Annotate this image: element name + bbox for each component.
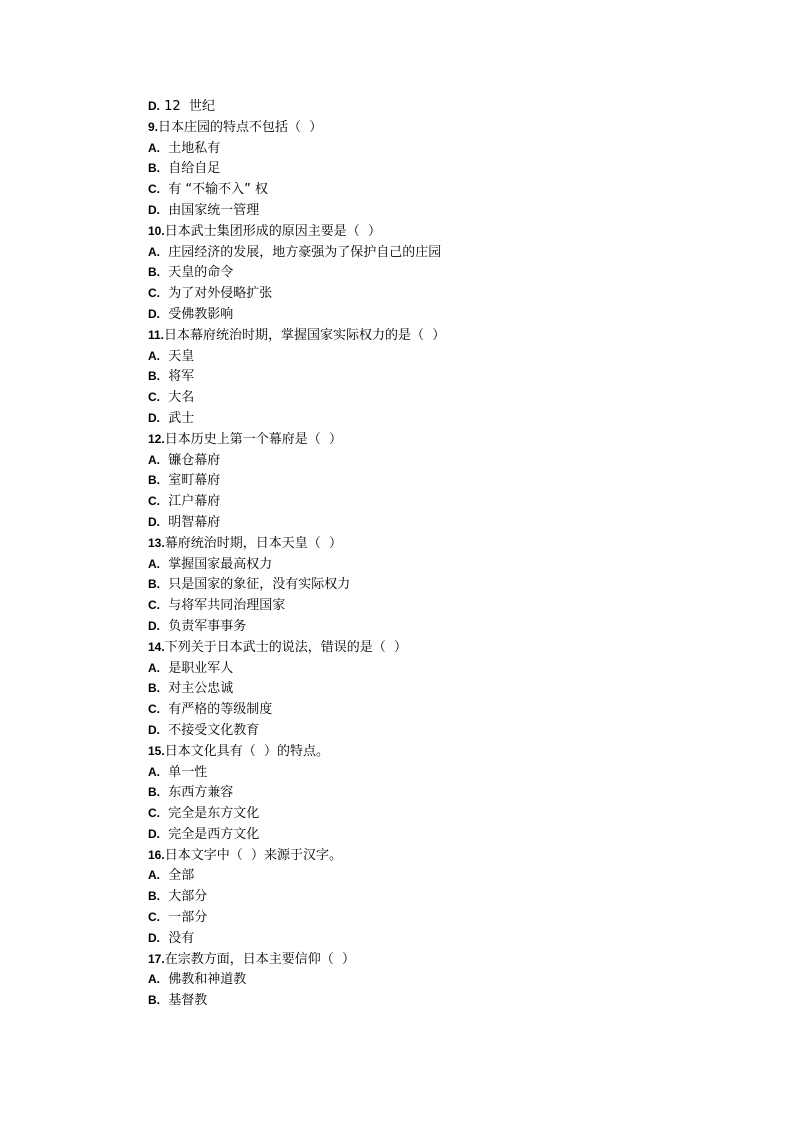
option-letter: C. — [148, 182, 160, 197]
question-number: 14. — [148, 639, 165, 654]
option-text: 庄园经济的发展，地方豪强为了保护自己的庄园 — [160, 244, 442, 260]
question-stem — [148, 949, 708, 970]
option-text: 由国家统一管理 — [160, 202, 260, 218]
question-number: 13. — [148, 535, 165, 550]
answer-option — [148, 990, 708, 1011]
question-text: 日本文化具有（ ）的特点。 — [164, 743, 329, 759]
option-text: 单一性 — [160, 764, 208, 780]
option-letter: A. — [148, 764, 160, 779]
option-text: 武士 — [160, 410, 195, 426]
question-text: 幕府统治时期，日本天皇（ ） — [164, 535, 342, 551]
option-text: 东西方兼容 — [160, 785, 234, 801]
option-text: 与将军共同治理国家 — [160, 598, 286, 614]
question-text: 日本历史上第一个幕府是（ ） — [164, 431, 342, 447]
option-text: 全部 — [160, 868, 195, 884]
option-letter: A. — [148, 660, 160, 675]
option-letter: D. — [148, 99, 160, 113]
option-letter: B. — [148, 681, 160, 696]
option-letter: B. — [148, 369, 160, 384]
question-stem — [148, 325, 708, 346]
answer-option — [148, 782, 708, 803]
option-letter: A. — [148, 244, 160, 259]
answer-option — [148, 138, 708, 159]
option-text: 掌握国家最高权力 — [160, 556, 273, 572]
option-letter: D. — [148, 826, 160, 841]
answer-option — [148, 678, 708, 699]
answer-option — [148, 969, 708, 990]
option-text: 基督教 — [160, 993, 208, 1009]
option-letter: C. — [148, 910, 160, 925]
option-text: 室町幕府 — [160, 473, 221, 489]
option-text: 完全是西方文化 — [160, 826, 260, 842]
answer-option — [148, 304, 708, 325]
option-text: 一部分 — [160, 910, 208, 926]
answer-option — [148, 408, 708, 429]
question-stem — [148, 117, 708, 138]
question-stem — [148, 637, 708, 658]
option-letter: D. — [148, 930, 160, 945]
option-letter: C. — [148, 806, 160, 821]
option-letter: D. — [148, 306, 160, 321]
option-letter: B. — [148, 889, 160, 904]
option-text: 没有 — [160, 930, 195, 946]
option-text: 镰仓幕府 — [160, 452, 221, 468]
question-stem — [148, 429, 708, 450]
option-text: 完全是东方文化 — [160, 806, 260, 822]
question-number: 15. — [148, 743, 165, 758]
answer-option — [148, 907, 708, 928]
answer-option — [148, 346, 708, 367]
option-letter: D. — [148, 514, 160, 529]
option-text: 负责军事事务 — [160, 618, 247, 634]
option-letter: C. — [148, 494, 160, 509]
option-text: 有 “不输不入” 权 — [160, 182, 268, 198]
option-text: 天皇 — [160, 348, 195, 364]
option-text: 大部分 — [160, 889, 208, 905]
option-text: 将军 — [160, 369, 195, 385]
option-text: 自给自足 — [160, 161, 221, 177]
option-text: 有严格的等级制度 — [160, 702, 273, 718]
option-letter: C. — [148, 702, 160, 717]
answer-option — [148, 720, 708, 741]
option-text: 不接受文化教育 — [160, 722, 260, 738]
option-letter: A. — [148, 556, 160, 571]
option-text: 只是国家的象征，没有实际权力 — [160, 577, 351, 593]
option-text: 12 世纪 — [160, 99, 215, 114]
answer-option — [148, 928, 708, 949]
question-stem — [148, 741, 708, 762]
option-text: 受佛教影响 — [160, 306, 234, 322]
answer-option — [148, 96, 708, 117]
answer-option — [148, 200, 708, 221]
answer-option — [148, 470, 708, 491]
option-letter: D. — [148, 722, 160, 737]
answer-option — [148, 283, 708, 304]
question-number: 17. — [148, 951, 165, 966]
question-stem — [148, 221, 708, 242]
option-letter: A. — [148, 348, 160, 363]
option-letter: B. — [148, 265, 160, 280]
answer-option — [148, 699, 708, 720]
answer-option — [148, 865, 708, 886]
option-letter: D. — [148, 410, 160, 425]
answer-option — [148, 262, 708, 283]
answer-option — [148, 242, 708, 263]
question-list — [148, 96, 708, 1011]
answer-option — [148, 762, 708, 783]
option-text: 佛教和神道教 — [160, 972, 247, 988]
option-letter: B. — [148, 473, 160, 488]
answer-option — [148, 158, 708, 179]
question-text: 日本武士集团形成的原因主要是（ ） — [164, 223, 381, 239]
answer-option — [148, 450, 708, 471]
answer-option — [148, 512, 708, 533]
answer-option — [148, 491, 708, 512]
answer-option — [148, 616, 708, 637]
answer-option — [148, 387, 708, 408]
question-text: 在宗教方面，日本主要信仰（ ） — [164, 951, 355, 967]
option-text: 天皇的命令 — [160, 265, 234, 281]
option-text: 是职业军人 — [160, 660, 234, 676]
option-text: 对主公忠诚 — [160, 681, 234, 697]
answer-option — [148, 366, 708, 387]
option-text: 土地私有 — [160, 140, 221, 156]
answer-option — [148, 803, 708, 824]
option-letter: D. — [148, 202, 160, 217]
option-letter: B. — [148, 785, 160, 800]
option-letter: A. — [148, 140, 160, 155]
question-number: 16. — [148, 847, 165, 862]
question-number: 9. — [148, 119, 159, 134]
question-number: 12. — [148, 431, 165, 446]
option-letter: A. — [148, 972, 160, 987]
question-number: 10. — [148, 223, 165, 238]
option-text: 大名 — [160, 390, 195, 406]
question-stem — [148, 533, 708, 554]
option-text: 江户幕府 — [160, 494, 221, 510]
question-text: 日本文字中（ ）来源于汉字。 — [164, 847, 342, 863]
question-text: 日本幕府统治时期，掌握国家实际权力的是（ ） — [164, 327, 446, 343]
option-letter: B. — [148, 161, 160, 176]
option-letter: C. — [148, 286, 160, 301]
answer-option — [148, 886, 708, 907]
option-letter: B. — [148, 993, 160, 1008]
option-letter: C. — [148, 390, 160, 405]
option-text: 为了对外侵略扩张 — [160, 286, 273, 302]
answer-option — [148, 554, 708, 575]
question-text: 下列关于日本武士的说法，错误的是（ ） — [164, 639, 407, 655]
question-text: 日本庄园的特点不包括（ ） — [158, 119, 323, 135]
option-letter: B. — [148, 577, 160, 592]
option-letter: D. — [148, 618, 160, 633]
option-letter: A. — [148, 868, 160, 883]
answer-option — [148, 574, 708, 595]
option-text: 明智幕府 — [160, 514, 221, 530]
answer-option — [148, 824, 708, 845]
answer-option — [148, 658, 708, 679]
question-number: 11. — [148, 327, 165, 342]
answer-option — [148, 595, 708, 616]
option-letter: A. — [148, 452, 160, 467]
option-letter: C. — [148, 598, 160, 613]
answer-option — [148, 179, 708, 200]
question-stem — [148, 845, 708, 866]
